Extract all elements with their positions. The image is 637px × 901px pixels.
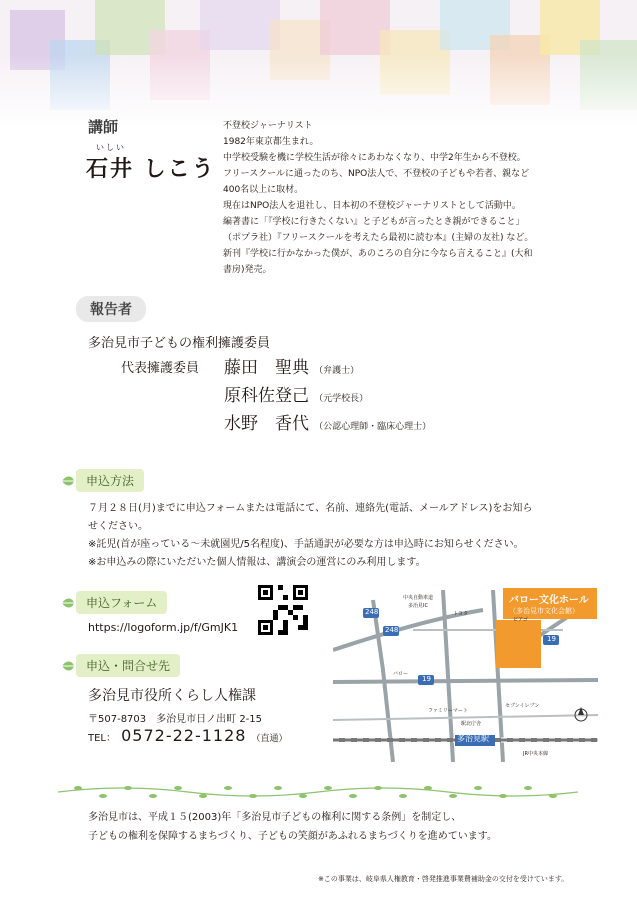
bio-line: 書房)発売。 xyxy=(223,265,272,275)
apply-line: ※お申込みの際にいただいた個人情報は、講演会の運営にのみ利用します。 xyxy=(88,557,426,568)
map-label: 多治見IC xyxy=(408,603,428,609)
bio-line: （ポプラ社）『フリースクールを考えたら最初に読む本』(主婦の友社) など。 xyxy=(223,233,534,243)
reporter-heading xyxy=(76,296,146,322)
form-heading xyxy=(60,591,167,614)
bio-line: 現在はNPO法人を退社し、日本初の不登校ジャーナリストとして活動中。 xyxy=(223,201,521,211)
bio-line: 400名以上に取材。 xyxy=(223,185,304,195)
member-name: 藤田 聖典 xyxy=(224,358,309,378)
member-title: （弁護士） xyxy=(314,366,360,376)
reporter-role: 代表擁護委員 xyxy=(121,361,200,376)
route-19-b: 19 xyxy=(547,635,556,643)
map-label: トヨタ xyxy=(453,611,469,617)
apply-line: ７月２８日(月)までに申込フォームまたは電話にて、名前、連絡先(電話、メールアドレス)をお知ら xyxy=(88,503,533,514)
route-19-a: 19 xyxy=(422,675,431,683)
venue-sub: （多治見市文化会館） xyxy=(509,607,579,615)
leaf-icon xyxy=(60,595,76,611)
apply-line: せください。 xyxy=(88,521,148,532)
bio-line: 編著書に「『学校に行きたくない』と子どもが言ったとき親ができること」 xyxy=(223,217,525,227)
tel-number[interactable]: 0572-22-1128 xyxy=(121,726,247,745)
contact-office: 多治見市役所くらし人権課 xyxy=(88,688,256,704)
reporter-heading-text: 報告者 xyxy=(90,302,132,318)
footer-line: 子どもの権利を保障するまちづくり、子どもの笑顔があふれるまちづくりを進めています。 xyxy=(88,831,497,842)
apply-heading-text: 申込方法 xyxy=(76,469,144,492)
map-label: JR中央本線 xyxy=(523,751,548,757)
footer-text xyxy=(88,808,497,846)
member-name: 水野 香代 xyxy=(224,414,309,434)
footer-note: ※この事業は、岐阜県人権教育・啓発推進事業費補助金の交付を受けています。 xyxy=(318,875,569,883)
apply-line: ※託児(首が座っている～未就園児/5名程度)、手話通訳が必要な方は申込時にお知らせください。 xyxy=(88,539,524,550)
contact-heading xyxy=(60,654,180,677)
contact-address: 〒507-8703 多治見市日ノ出町 2-15 xyxy=(88,714,263,725)
tel-label: TEL： xyxy=(88,733,116,744)
background-squares xyxy=(0,0,637,130)
map-label: 中央自動車道 xyxy=(403,595,434,601)
vine-divider xyxy=(58,782,578,802)
lecturer-name: 石井 しこう xyxy=(86,157,216,182)
footer-line: 多治見市は、平成１５(2003)年「多治見市子どもの権利に関する条例」を制定し、 xyxy=(88,812,462,823)
contact-tel xyxy=(88,726,288,745)
qr-code-icon[interactable] xyxy=(258,585,308,635)
lecturer-ruby: いしい xyxy=(96,143,126,152)
reporter-member xyxy=(224,409,431,434)
lecturer-heading: 講師 xyxy=(88,118,119,136)
reporter-member xyxy=(224,353,359,378)
route-248-a: 248 xyxy=(365,608,379,616)
map-label: 駅北庁舎 xyxy=(461,721,482,727)
bio-line: フリースクールに通ったのち、NPO法人で、不登校の子どもや若者、親など xyxy=(223,169,530,179)
member-title: （公認心理師・臨床心理士） xyxy=(314,422,432,432)
venue-name: バロー文化ホール xyxy=(509,595,589,606)
apply-heading xyxy=(60,469,144,492)
access-map xyxy=(333,590,598,762)
bio-line: 中学校受験を機に学校生活が徐々にあわなくなり、中学2年生から不登校。 xyxy=(223,153,526,163)
bio-line: 不登校ジャーナリスト xyxy=(223,121,313,131)
apply-body xyxy=(88,500,588,572)
form-url[interactable]: https://logoform.jp/f/GmJK1 xyxy=(88,621,239,634)
member-name: 原科佐登己 xyxy=(224,386,309,406)
route-248-b: 248 xyxy=(385,626,399,634)
map-label: セブンイレブン xyxy=(505,703,540,709)
map-label: ファミリーマート xyxy=(428,708,468,714)
bio-line: 新刊『学校に行かなかった僕が、あのころの自分に今なら言えること』(大和 xyxy=(223,249,533,259)
tel-note: （直通） xyxy=(251,734,288,744)
map-station-label: 多治見駅 xyxy=(457,734,489,743)
lecturer-bio xyxy=(223,118,623,278)
form-heading-text: 申込フォーム xyxy=(76,591,167,614)
contact-heading-text: 申込・問合せ先 xyxy=(76,654,180,677)
bio-line: 1982年東京都生まれ。 xyxy=(223,137,319,147)
leaf-icon xyxy=(60,658,76,674)
map-label: ピアゴ xyxy=(513,617,528,623)
map-venue-label xyxy=(503,588,597,619)
member-title: （元学校長） xyxy=(314,394,369,404)
reporter-org: 多治見市子どもの権利擁護委員 xyxy=(88,336,271,351)
leaf-icon xyxy=(60,473,76,489)
reporter-member xyxy=(224,381,368,406)
map-label: バロー xyxy=(393,671,409,677)
